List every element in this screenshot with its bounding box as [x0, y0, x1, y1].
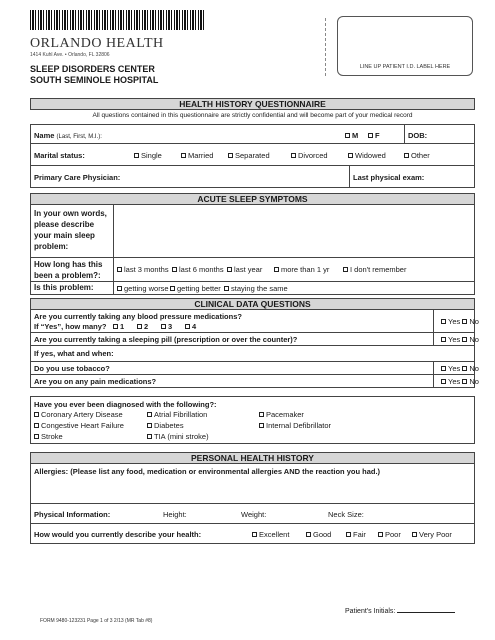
neck-size-label: Neck Size:: [328, 510, 364, 519]
center-line-2: SOUTH SEMINOLE HOSPITAL: [30, 75, 159, 85]
checkbox-icon[interactable]: [441, 366, 446, 371]
dob-label: DOB:: [408, 131, 428, 140]
checkbox-icon[interactable]: [462, 366, 467, 371]
checkbox-icon[interactable]: [34, 434, 39, 439]
condition-chf[interactable]: Congestive Heart Failure: [34, 421, 124, 430]
checkbox-icon[interactable]: [137, 324, 142, 329]
health-good[interactable]: Good: [306, 530, 331, 539]
name-row[interactable]: [30, 124, 475, 144]
hospital-address: 1414 Kuhl Ave. • Orlando, FL 32806: [30, 52, 110, 58]
cut-line: [325, 18, 326, 76]
allergies-label: Allergies: (Please list any food, medication or environmental allergies AND the reaction you had.): [34, 467, 381, 476]
initials-field[interactable]: [345, 605, 455, 615]
checkbox-icon[interactable]: [462, 337, 467, 342]
divider: [113, 205, 114, 257]
sex-m-option[interactable]: M: [345, 131, 358, 140]
checkbox-icon[interactable]: [147, 412, 152, 417]
divider: [433, 362, 434, 374]
section-header-acute-sleep: ACUTE SLEEP SYMPTOMS: [30, 193, 475, 205]
checkbox-icon[interactable]: [117, 286, 122, 291]
bp-count-1[interactable]: 1: [113, 322, 124, 331]
sex-f-option[interactable]: F: [368, 131, 380, 140]
bp-question: Are you currently taking any blood pressure medications?: [34, 312, 242, 321]
sleep-pill-yes-no[interactable]: Yes No: [441, 335, 479, 344]
duration-label: How long has this been a problem?:: [34, 260, 103, 280]
marital-divorced[interactable]: Divorced: [291, 151, 328, 160]
checkbox-icon[interactable]: [404, 153, 409, 158]
condition-tia[interactable]: TIA (mini stroke): [147, 432, 209, 441]
diagnosis-question: Have you ever been diagnosed with the following?:: [34, 400, 217, 409]
pain-row: [30, 375, 479, 388]
section-header-personal: PERSONAL HEALTH HISTORY: [30, 452, 475, 464]
trend-worse[interactable]: getting worse: [117, 284, 169, 293]
divider: [404, 125, 405, 143]
checkbox-icon[interactable]: [441, 379, 446, 384]
marital-label: Marital status:: [34, 151, 85, 160]
checkbox-icon[interactable]: [348, 153, 353, 158]
health-rating-question: How would you currently describe your health:: [34, 530, 202, 539]
checkbox-icon[interactable]: [343, 267, 348, 272]
checkbox-icon[interactable]: [462, 319, 467, 324]
checkbox-icon[interactable]: [378, 532, 383, 537]
section-header-clinical: CLINICAL DATA QUESTIONS: [30, 298, 475, 310]
pcp-label: Primary Care Physician:: [34, 173, 121, 182]
height-label: Height:: [163, 510, 187, 519]
bp-yes-no[interactable]: Yes No: [441, 317, 479, 326]
duration-dont-remember[interactable]: I don't remember: [343, 265, 406, 274]
trend-better[interactable]: getting better: [170, 284, 221, 293]
name-label: Name: [34, 131, 55, 140]
condition-cad[interactable]: Coronary Artery Disease: [34, 410, 123, 419]
confidential-notice: All questions contained in this questionnaire are strictly confidential and will become part of your medical record: [92, 112, 413, 119]
checkbox-icon[interactable]: [259, 423, 264, 428]
tobacco-question: Do you use tobacco?: [34, 364, 110, 373]
health-very-poor[interactable]: Very Poor: [412, 530, 452, 539]
bp-count-3[interactable]: 3: [161, 322, 172, 331]
section-header-health-history: HEALTH HISTORY QUESTIONNAIRE: [30, 98, 475, 110]
checkbox-icon[interactable]: [252, 532, 257, 537]
marital-widowed[interactable]: Widowed: [348, 151, 386, 160]
checkbox-icon[interactable]: [346, 532, 351, 537]
tobacco-yes-no[interactable]: Yes No: [441, 364, 479, 373]
checkbox-icon[interactable]: [259, 412, 264, 417]
checkbox-icon[interactable]: [345, 133, 350, 138]
allergies-row[interactable]: [30, 464, 475, 504]
if-yes-label: If yes, what and when:: [34, 349, 114, 358]
center-line-1: SLEEP DISORDERS CENTER: [30, 64, 155, 74]
duration-3-months[interactable]: last 3 months: [117, 265, 169, 274]
center-name: [30, 64, 158, 86]
checkbox-icon[interactable]: [368, 133, 373, 138]
checkbox-icon[interactable]: [462, 379, 467, 384]
checkbox-icon[interactable]: [227, 267, 232, 272]
checkbox-icon[interactable]: [147, 423, 152, 428]
checkbox-icon[interactable]: [113, 324, 118, 329]
bp-count-4[interactable]: 4: [185, 322, 196, 331]
checkbox-icon[interactable]: [228, 153, 233, 158]
condition-afib[interactable]: Atrial Fibrillation: [147, 410, 207, 419]
health-poor[interactable]: Poor: [378, 530, 401, 539]
divider: [433, 310, 434, 332]
divider: [433, 375, 434, 387]
sleep-problem-row[interactable]: [30, 205, 475, 258]
bp-how-many: If “Yes”, how many?: [34, 322, 107, 331]
divider: [113, 258, 114, 281]
checkbox-icon[interactable]: [412, 532, 417, 537]
checkbox-icon[interactable]: [441, 337, 446, 342]
divider: [113, 282, 114, 294]
health-fair[interactable]: Fair: [346, 530, 366, 539]
checkbox-icon[interactable]: [34, 423, 39, 428]
pain-yes-no[interactable]: Yes No: [441, 377, 479, 386]
condition-icd[interactable]: Internal Defibrillator: [259, 421, 331, 430]
checkbox-icon[interactable]: [291, 153, 296, 158]
marital-other[interactable]: Other: [404, 151, 430, 160]
weight-label: Weight:: [241, 510, 267, 519]
marital-row: [30, 144, 475, 166]
sleep-problem-label: In your own words, please describe your main sleep problem:: [34, 209, 107, 251]
bp-row: [30, 310, 479, 333]
duration-6-months[interactable]: last 6 months: [172, 265, 224, 274]
checkbox-icon[interactable]: [306, 532, 311, 537]
health-excellent[interactable]: Excellent: [252, 530, 289, 539]
marital-single[interactable]: Single: [134, 151, 162, 160]
condition-stroke[interactable]: Stroke: [34, 432, 63, 441]
trend-same[interactable]: staying the same: [224, 284, 288, 293]
divider: [349, 166, 350, 187]
sleep-pill-question: Are you currently taking a sleeping pill (prescription or over the counter)?: [34, 335, 298, 344]
checkbox-icon[interactable]: [274, 267, 279, 272]
checkbox-icon[interactable]: [181, 153, 186, 158]
physical-info-label: Physical Information:: [34, 510, 111, 519]
marital-married[interactable]: Married: [181, 151, 213, 160]
physical-info-row[interactable]: [30, 504, 475, 524]
orlando-health-logo: ORLANDO HEALTH: [30, 36, 164, 51]
initials-label: Patient's Initials:: [345, 608, 396, 615]
checkbox-icon[interactable]: [224, 286, 229, 291]
checkbox-icon[interactable]: [147, 434, 152, 439]
checkbox-icon[interactable]: [34, 412, 39, 417]
duration-row: [30, 258, 475, 282]
checkbox-icon[interactable]: [134, 153, 139, 158]
name-hint: (Last, First, M.I.):: [56, 134, 102, 140]
checkbox-icon[interactable]: [172, 267, 177, 272]
checkbox-icon[interactable]: [117, 267, 122, 272]
diagnosis-box: [30, 396, 475, 444]
marital-separated[interactable]: Separated: [228, 151, 270, 160]
duration-last-year[interactable]: last year: [227, 265, 262, 274]
sleep-pill-row: [30, 333, 479, 346]
divider: [433, 333, 434, 345]
trend-label: Is this problem:: [34, 283, 94, 292]
checkbox-icon[interactable]: [161, 324, 166, 329]
if-yes-row[interactable]: [30, 346, 475, 362]
health-rating-row: [30, 524, 475, 544]
trend-row: [30, 282, 475, 295]
condition-pacemaker[interactable]: Pacemaker: [259, 410, 304, 419]
barcode: [30, 10, 206, 30]
duration-more-than-1yr[interactable]: more than 1 yr: [274, 265, 329, 274]
physician-row[interactable]: [30, 166, 475, 188]
last-exam-label: Last physical exam:: [353, 173, 425, 182]
pain-question: Are you on any pain medications?: [34, 377, 157, 386]
tobacco-row: [30, 362, 479, 375]
condition-diabetes[interactable]: Diabetes: [147, 421, 184, 430]
checkbox-icon[interactable]: [441, 319, 446, 324]
initials-line[interactable]: [397, 605, 455, 613]
bp-count-2[interactable]: 2: [137, 322, 148, 331]
checkbox-icon[interactable]: [170, 286, 175, 291]
form-number: FORM 9480-123231 Page 1 of 3 2/13 (MR Tab #8): [40, 618, 153, 624]
patient-label-text: LINE UP PATIENT I.D. LABEL HERE: [359, 64, 451, 70]
checkbox-icon[interactable]: [185, 324, 190, 329]
